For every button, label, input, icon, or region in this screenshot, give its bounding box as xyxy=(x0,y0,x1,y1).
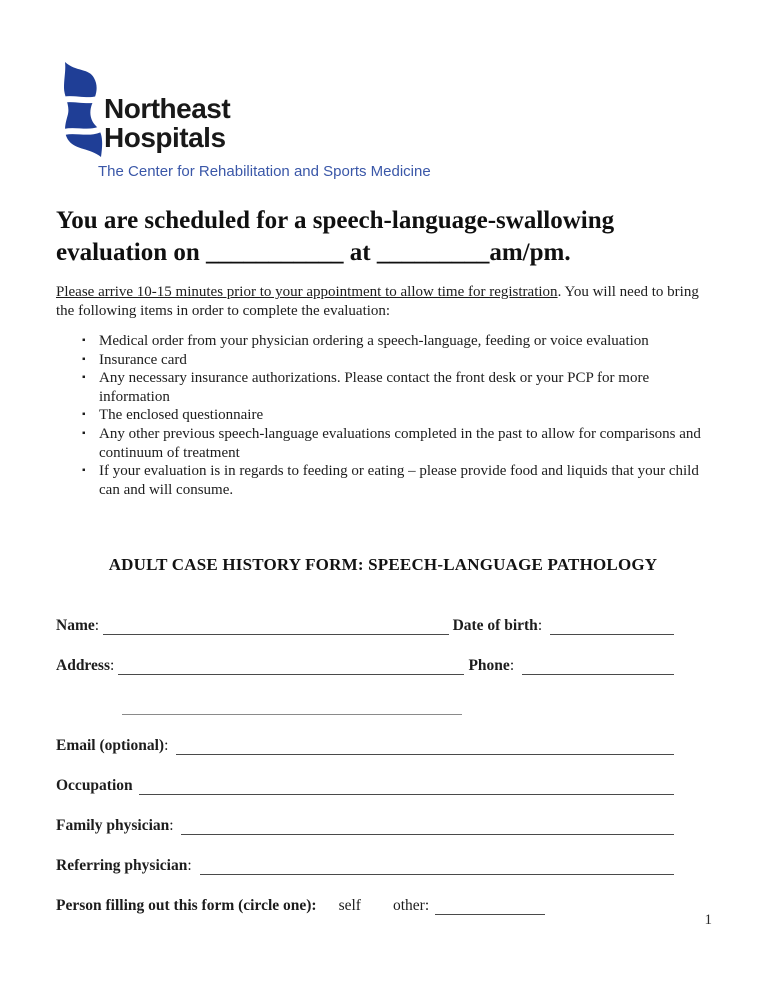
referring-physician-label: Referring physician xyxy=(56,857,188,875)
list-item xyxy=(82,425,710,462)
form-row-family-physician xyxy=(56,817,674,837)
date-of-birth-blank-line xyxy=(550,617,674,635)
list-item xyxy=(82,462,710,499)
name-label: Name xyxy=(56,617,95,635)
form-row-occupation xyxy=(56,777,674,797)
list-item xyxy=(82,332,710,351)
spacer xyxy=(317,897,339,917)
occupation-label: Occupation xyxy=(56,777,133,795)
heading-line-2: evaluation on ___________ at _________am/pm. xyxy=(56,239,571,266)
list-item-text: Medical order from your physician ordering a speech-language, feeding or voice evaluation xyxy=(99,333,649,350)
logo-word-northeast: Northeast xyxy=(104,93,231,124)
address-continuation-blank-line xyxy=(122,697,462,715)
referring-physician-blank-line xyxy=(200,857,675,875)
square-bullet-icon: ▪ xyxy=(82,409,86,421)
page-number: 1 xyxy=(704,912,712,928)
list-item-text: The enclosed questionnaire xyxy=(99,407,264,424)
square-bullet-icon: ▪ xyxy=(82,335,86,347)
colon: : xyxy=(169,817,178,835)
form-section-title: ADULT CASE HISTORY FORM: SPEECH-LANGUAGE PATHOLOGY xyxy=(108,555,658,575)
items-to-bring-list xyxy=(56,332,710,499)
list-item xyxy=(82,406,710,425)
list-item xyxy=(82,369,710,406)
list-item-text: Insurance card xyxy=(99,351,187,368)
heading-line-1: You are scheduled for a speech-language-swallowing xyxy=(56,207,615,234)
arrival-instructions xyxy=(56,283,710,321)
colon: : xyxy=(509,657,518,675)
square-bullet-icon: ▪ xyxy=(82,428,86,440)
phone-label: Phone xyxy=(468,657,510,675)
spacer xyxy=(361,897,393,917)
family-physician-blank-line xyxy=(181,817,674,835)
form-row-referring-physician xyxy=(56,857,674,877)
colon: : xyxy=(164,737,173,755)
list-item-text: Any other previous speech-language evaluations completed in the past to allow for comparisons and continuum of treatment xyxy=(99,426,701,461)
address-label: Address xyxy=(56,657,110,675)
form-row-email xyxy=(56,737,674,757)
square-bullet-icon: ▪ xyxy=(82,353,86,365)
form-row-address-continued xyxy=(56,697,674,717)
logo-tagline: The Center for Rehabilitation and Sports Medicine xyxy=(98,163,431,180)
colon: : xyxy=(537,617,546,635)
other-blank-line xyxy=(435,897,545,915)
arrival-instructions-underlined: Please arrive 10-15 minutes prior to your appointment to allow time for registration xyxy=(56,284,558,300)
arrival-instructions-rest: . You will need to bring the following items in order to complete the evaluation: xyxy=(56,284,699,320)
appointment-heading xyxy=(56,205,710,269)
list-item-text: Any necessary insurance authorizations. Please contact the front desk or your PCP for more information xyxy=(99,370,650,405)
list-item xyxy=(82,351,710,370)
form-row-address-phone xyxy=(56,657,674,677)
person-filling-form-label: Person filling out this form (circle one): xyxy=(56,897,317,915)
colon: : xyxy=(109,657,119,675)
email-label: Email (optional) xyxy=(56,737,165,755)
colon: : xyxy=(94,617,103,635)
phone-blank-line xyxy=(522,657,674,675)
northeast-hospitals-flag-icon xyxy=(56,62,108,158)
form-row-name-dob xyxy=(56,617,674,637)
colon: : xyxy=(187,857,196,875)
list-item-text: If your evaluation is in regards to feeding or eating – please provide food and liquids that your child can and will consume. xyxy=(99,463,699,498)
self-option: self xyxy=(338,897,361,915)
address-blank-line xyxy=(118,657,464,675)
square-bullet-icon: ▪ xyxy=(82,372,86,384)
form-row-person-filling-form xyxy=(56,897,674,917)
occupation-blank-line xyxy=(139,777,674,795)
family-physician-label: Family physician xyxy=(56,817,170,835)
square-bullet-icon: ▪ xyxy=(82,465,86,477)
logo-word-hospitals: Hospitals xyxy=(104,121,226,153)
case-history-form xyxy=(56,617,674,917)
date-of-birth-label: Date of birth xyxy=(452,617,538,635)
logo-wordmark xyxy=(104,95,230,152)
email-blank-line xyxy=(176,737,674,755)
other-option-label: other: xyxy=(392,897,430,915)
name-blank-line xyxy=(103,617,449,635)
logo xyxy=(56,62,710,158)
